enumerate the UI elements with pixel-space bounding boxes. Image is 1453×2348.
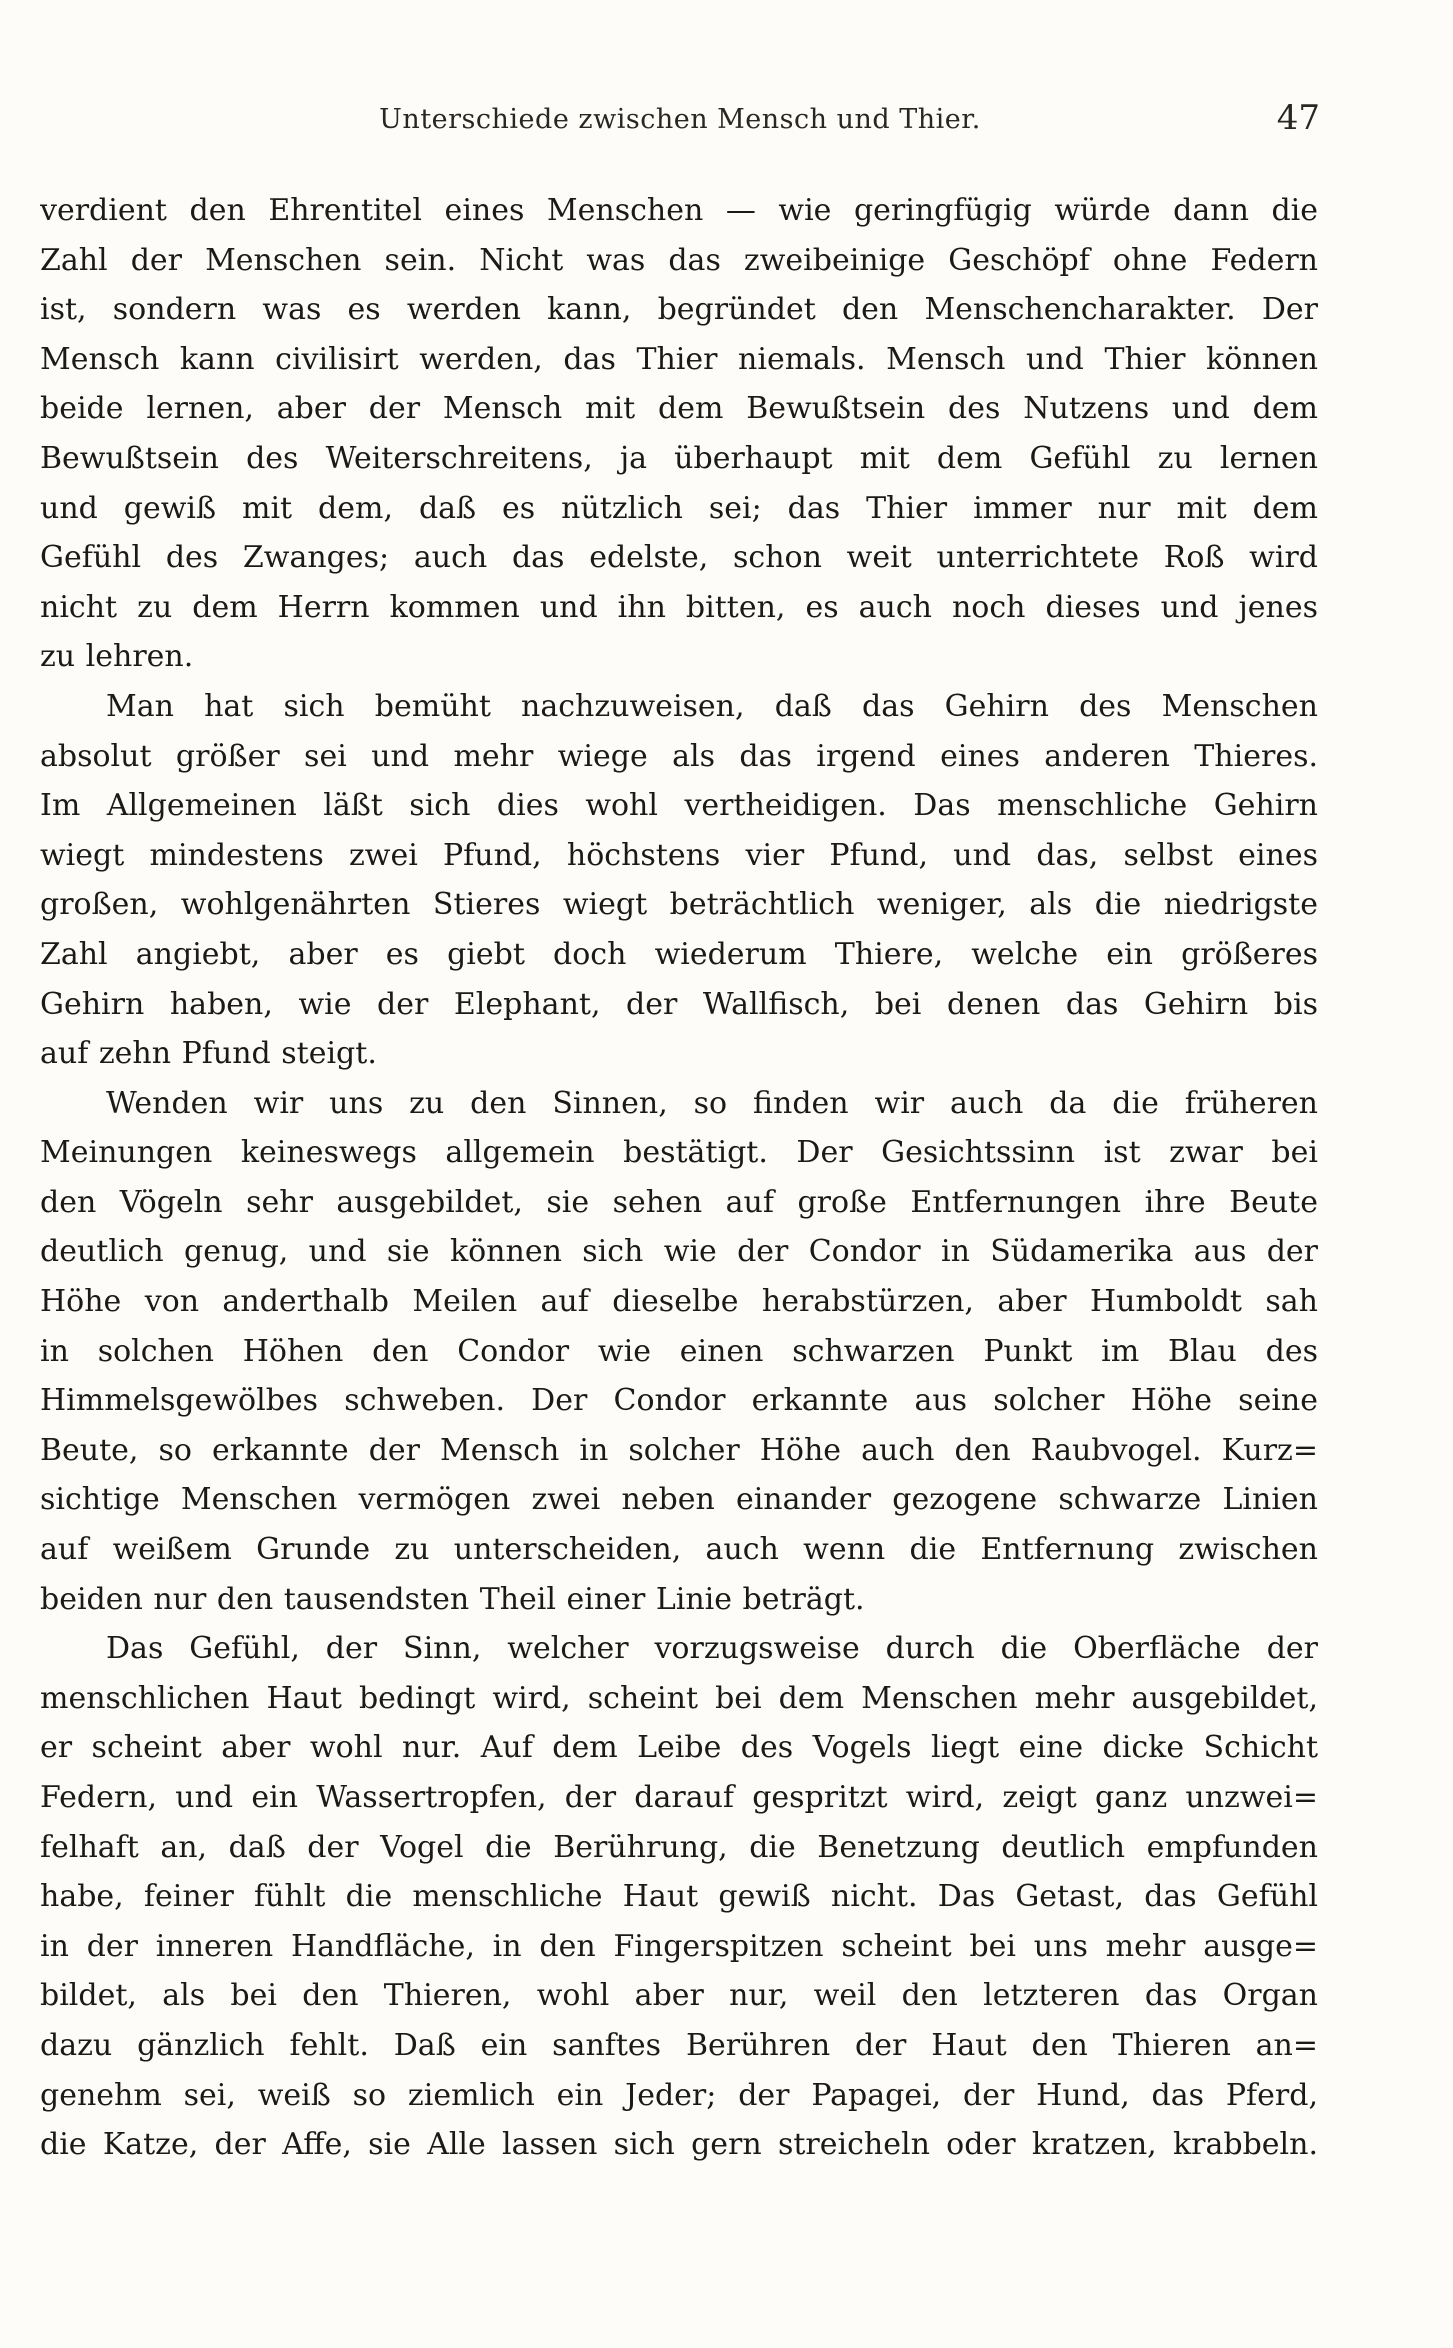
text-line: Zahl der Menschen sein. Nicht was das zweibeinige Geschöpf ohne Federn	[40, 242, 1318, 278]
text-line: Höhe von anderthalb Meilen auf dieselbe herabstürzen, aber Humboldt sah	[40, 1284, 1318, 1320]
text-line: deutlich genug, und sie können sich wie der Condor in Südamerika aus der	[40, 1234, 1318, 1270]
text-line: in solchen Höhen den Condor wie einen schwarzen Punkt im Blau des	[40, 1333, 1318, 1369]
text-line: Beute, so erkannte der Mensch in solcher Höhe auch den Raubvogel. Kurz=	[40, 1432, 1318, 1468]
text-line: felhaft an, daß der Vogel die Berührung, die Benetzung deutlich empfunden	[40, 1829, 1318, 1865]
running-title: Unterschiede zwischen Mensch und Thier.	[379, 104, 981, 135]
text-line: Bewußtsein des Weiterschreitens, ja überhaupt mit dem Gefühl zu lernen	[40, 440, 1318, 476]
text-line: großen, wohlgenährten Stieres wiegt beträchtlich weniger, als die niedrigste	[40, 887, 1318, 923]
text-line: Das Gefühl, der Sinn, welcher vorzugsweise durch die Oberfläche der	[106, 1631, 1318, 1667]
text-line: ist, sondern was es werden kann, begründet den Menschencharakter. Der	[40, 292, 1318, 328]
text-line: den Vögeln sehr ausgebildet, sie sehen auf große Entfernungen ihre Beute	[40, 1184, 1318, 1220]
text-line: wiegt mindestens zwei Pfund, höchstens vier Pfund, und das, selbst eines	[40, 837, 1318, 873]
text-line: beide lernen, aber der Mensch mit dem Bewußtsein des Nutzens und dem	[40, 391, 1318, 427]
text-line: habe, feiner fühlt die menschliche Haut gewiß nicht. Das Getast, das Gefühl	[40, 1879, 1318, 1915]
text-line: zu lehren.	[40, 639, 194, 675]
paragraph	[40, 1624, 1318, 2170]
paragraph	[40, 1079, 1318, 1625]
text-line: auf zehn Pfund steigt.	[40, 1036, 377, 1072]
text-line: genehm sei, weiß so ziemlich ein Jeder; der Papagei, der Hund, das Pferd,	[40, 2077, 1318, 2113]
text-line: Man hat sich bemüht nachzuweisen, daß das Gehirn des Menschen	[106, 688, 1318, 724]
paragraph	[40, 682, 1318, 1079]
text-line: Mensch kann civilisirt werden, das Thier niemals. Mensch und Thier können	[40, 341, 1318, 377]
text-line: menschlichen Haut bedingt wird, scheint bei dem Menschen mehr ausgebildet,	[40, 1680, 1318, 1716]
text-line: und gewiß mit dem, daß es nützlich sei; das Thier immer nur mit dem	[40, 490, 1318, 526]
body-text	[40, 186, 1318, 2170]
text-line: Gehirn haben, wie der Elephant, der Wallfisch, bei denen das Gehirn bis	[40, 986, 1318, 1022]
text-line: beiden nur den tausendsten Theil einer Linie beträgt.	[40, 1581, 865, 1617]
text-line: Zahl angiebt, aber es giebt doch wiederum Thiere, welche ein größeres	[40, 936, 1318, 972]
text-line: auf weißem Grunde zu unterscheiden, auch wenn die Entfernung zwischen	[40, 1532, 1318, 1568]
text-line: Gefühl des Zwanges; auch das edelste, schon weit unterrichtete Roß wird	[40, 540, 1318, 576]
text-line: Im Allgemeinen läßt sich dies wohl vertheidigen. Das menschliche Gehirn	[40, 788, 1318, 824]
text-line: Himmelsgewölbes schweben. Der Condor erkannte aus solcher Höhe seine	[40, 1383, 1318, 1419]
text-line: nicht zu dem Herrn kommen und ihn bitten, es auch noch dieses und jenes	[40, 589, 1318, 625]
text-line: Meinungen keineswegs allgemein bestätigt. Der Gesichtssinn ist zwar bei	[40, 1135, 1318, 1171]
text-line: dazu gänzlich fehlt. Daß ein sanftes Berühren der Haut den Thieren an=	[40, 2027, 1318, 2063]
text-line: bildet, als bei den Thieren, wohl aber nur, weil den letzteren das Organ	[40, 1978, 1318, 2014]
text-line: in der inneren Handfläche, in den Fingerspitzen scheint bei uns mehr ausge=	[40, 1928, 1318, 1964]
page-number: 47	[1276, 98, 1320, 138]
page-header	[40, 98, 1320, 150]
text-line: er scheint aber wohl nur. Auf dem Leibe des Vogels liegt eine dicke Schicht	[40, 1730, 1318, 1766]
text-line: verdient den Ehrentitel eines Menschen — wie geringfügig würde dann die	[40, 193, 1318, 228]
text-line: Federn, und ein Wassertropfen, der darauf gespritzt wird, zeigt ganz unzwei=	[40, 1780, 1318, 1815]
text-line: absolut größer sei und mehr wiege als das irgend eines anderen Thieres.	[40, 738, 1318, 774]
paragraph	[40, 186, 1318, 682]
text-line: Wenden wir uns zu den Sinnen, so finden wir auch da die früheren	[106, 1085, 1318, 1121]
text-line: die Katze, der Affe, sie Alle lassen sich gern streicheln oder kratzen, krabbeln.	[40, 2127, 1318, 2163]
text-line: sichtige Menschen vermögen zwei neben einander gezogene schwarze Linien	[40, 1482, 1318, 1518]
